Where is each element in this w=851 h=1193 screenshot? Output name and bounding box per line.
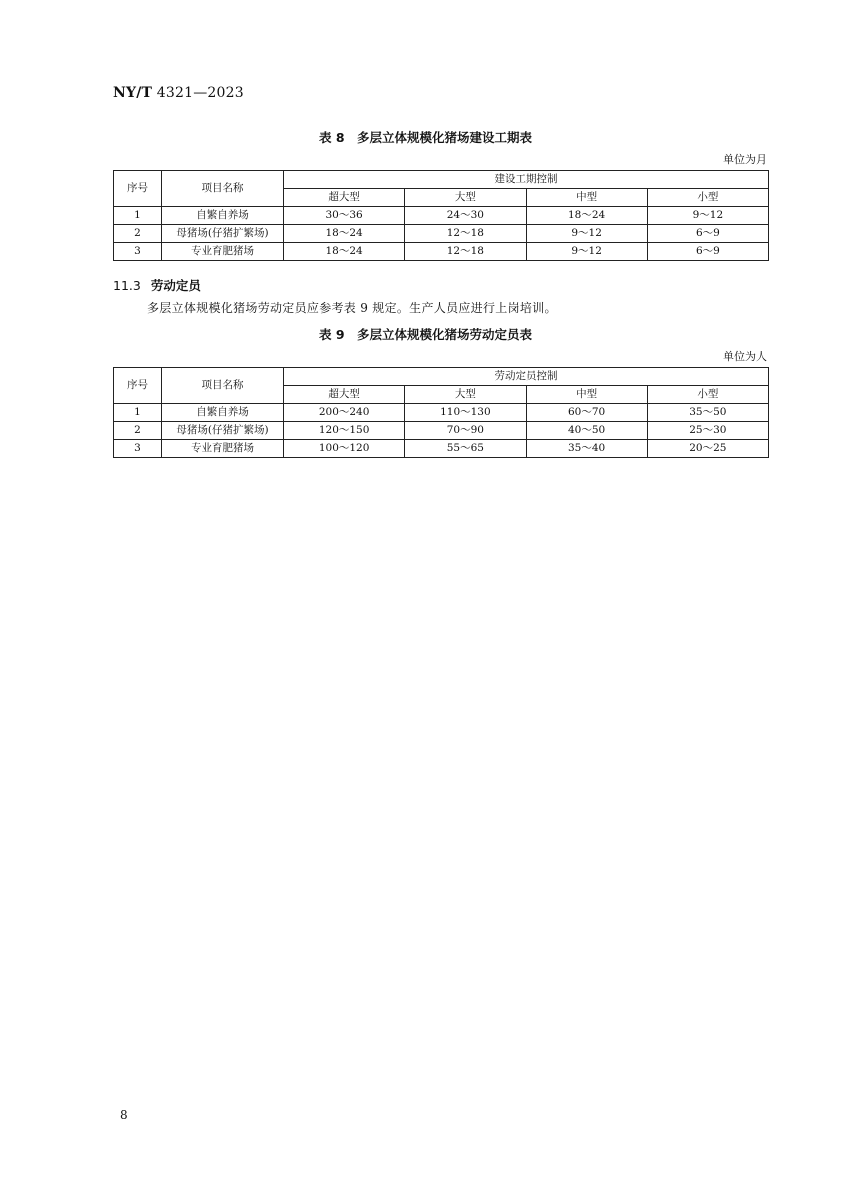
table-row — [114, 243, 769, 261]
table-cell-value: 70～90 — [405, 422, 526, 440]
table-cell-value: 35～50 — [647, 404, 768, 422]
table-row — [114, 422, 769, 440]
table-cell-name: 专业育肥猪场 — [162, 243, 284, 261]
table-cell-seq: 1 — [114, 207, 162, 225]
section-paragraph: 多层立体规模化猪场劳动定员应参考表 9 规定。生产人员应进行上岗培训。 — [147, 301, 557, 315]
standard-code-prefix: NY/T — [113, 85, 153, 101]
table-cell-seq: 2 — [114, 225, 162, 243]
table-cell-name: 母猪场(仔猪扩繁场) — [162, 225, 284, 243]
table8 — [113, 170, 769, 261]
table9-size-header: 超大型 — [284, 386, 405, 404]
table-cell-name: 专业育肥猪场 — [162, 440, 284, 458]
table-cell-value: 100～120 — [284, 440, 405, 458]
table8-header-row — [114, 171, 769, 189]
table-row — [114, 225, 769, 243]
table8-unit: 单位为月 — [723, 153, 767, 166]
table-cell-value: 9～12 — [526, 243, 647, 261]
table-cell-value: 200～240 — [284, 404, 405, 422]
table9-group-header: 劳动定员控制 — [284, 368, 769, 386]
table-cell-name: 自繁自养场 — [162, 207, 284, 225]
table-cell-value: 18～24 — [526, 207, 647, 225]
table-cell-name: 自繁自养场 — [162, 404, 284, 422]
table-row — [114, 404, 769, 422]
table-cell-seq: 3 — [114, 440, 162, 458]
table-cell-value: 18～24 — [284, 225, 405, 243]
table9-size-header: 大型 — [405, 386, 526, 404]
section-number: 11.3 — [113, 278, 141, 293]
table8-size-header: 中型 — [526, 189, 647, 207]
table-cell-value: 9～12 — [526, 225, 647, 243]
table-cell-value: 6～9 — [647, 243, 768, 261]
table-cell-value: 20～25 — [647, 440, 768, 458]
table8-size-header: 大型 — [405, 189, 526, 207]
table-cell-seq: 3 — [114, 243, 162, 261]
table8-group-header: 建设工期控制 — [284, 171, 769, 189]
table9-size-header: 小型 — [647, 386, 768, 404]
standard-code — [113, 85, 244, 101]
section-heading — [113, 276, 201, 294]
table-cell-value: 30～36 — [284, 207, 405, 225]
table-cell-seq: 1 — [114, 404, 162, 422]
section-title: 劳动定员 — [150, 278, 201, 293]
table-cell-value: 120～150 — [284, 422, 405, 440]
table-cell-value: 25～30 — [647, 422, 768, 440]
table-cell-value: 18～24 — [284, 243, 405, 261]
table-cell-value: 55～65 — [405, 440, 526, 458]
table8-col-seq: 序号 — [114, 171, 162, 207]
table-cell-value: 40～50 — [526, 422, 647, 440]
page-number: 8 — [120, 1108, 128, 1122]
table-cell-value: 24～30 — [405, 207, 526, 225]
table8-size-header: 小型 — [647, 189, 768, 207]
table-cell-name: 母猪场(仔猪扩繁场) — [162, 422, 284, 440]
table8-title: 表 8 多层立体规模化猪场建设工期表 — [318, 130, 533, 145]
table9-unit: 单位为人 — [723, 350, 767, 363]
table-cell-seq: 2 — [114, 422, 162, 440]
table-row — [114, 207, 769, 225]
table-cell-value: 110～130 — [405, 404, 526, 422]
table9 — [113, 367, 769, 458]
table8-size-header: 超大型 — [284, 189, 405, 207]
table-cell-value: 6～9 — [647, 225, 768, 243]
table9-size-header: 中型 — [526, 386, 647, 404]
standard-code-number: 4321—2023 — [156, 85, 244, 101]
table-cell-value: 9～12 — [647, 207, 768, 225]
table9-header-row — [114, 368, 769, 386]
table9-col-name: 项目名称 — [162, 368, 284, 404]
table-cell-value: 35～40 — [526, 440, 647, 458]
table-cell-value: 12～18 — [405, 225, 526, 243]
table9-col-seq: 序号 — [114, 368, 162, 404]
table-cell-value: 12～18 — [405, 243, 526, 261]
table8-col-name: 项目名称 — [162, 171, 284, 207]
table-row — [114, 440, 769, 458]
table-cell-value: 60～70 — [526, 404, 647, 422]
table9-title: 表 9 多层立体规模化猪场劳动定员表 — [318, 327, 533, 342]
